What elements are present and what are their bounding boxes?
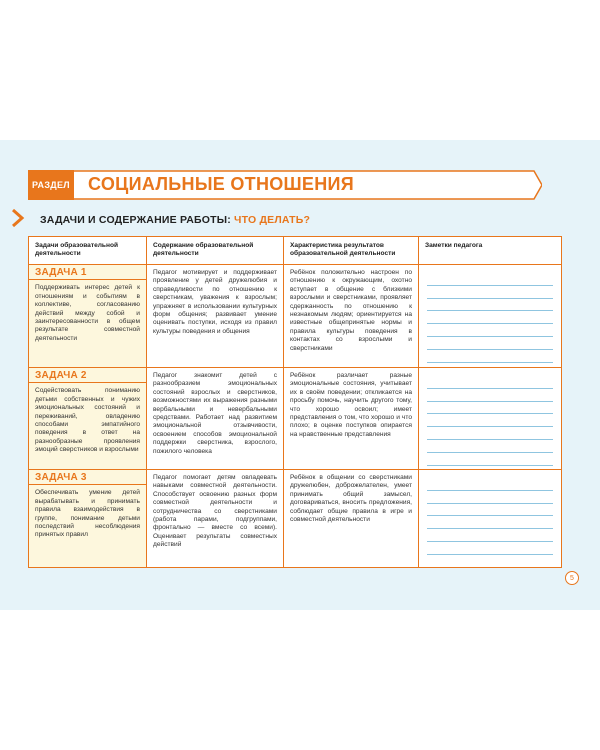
note-line [427, 389, 553, 402]
subheader-text: ЗАДАЧИ И СОДЕРЖАНИЕ РАБОТЫ: [40, 214, 231, 226]
task-title: ЗАДАЧА 1 [35, 267, 87, 278]
subheader-accent: ЧТО ДЕЛАТЬ? [234, 214, 311, 226]
page-number: 5 [565, 571, 579, 585]
content-cell: Педагог знакомит детей с разнообразием эмоциональных состояний взрослых и сверстников, возможностями их выражения разными вербальными и невербальными средствами. Работает над развитием эмоциональной отзывчивости, освоением способов эмоциональной поддержки сверстника, взрослого, пожилого человека [147, 368, 284, 470]
section-banner [28, 170, 542, 200]
header-results: Характеристика результатов образовательной деятельности [284, 237, 419, 265]
task-divider [29, 382, 146, 383]
page [0, 140, 600, 610]
subheader [40, 214, 310, 226]
notes-cell[interactable] [419, 265, 561, 368]
section-tag: РАЗДЕЛ [32, 180, 70, 190]
note-line [427, 376, 553, 389]
note-line [427, 440, 553, 453]
chevron-right-icon [10, 207, 26, 229]
note-line [427, 402, 553, 415]
note-line [427, 350, 553, 363]
header-notes: Заметки педагога [419, 237, 561, 265]
note-line [427, 478, 553, 491]
task-divider [29, 279, 146, 280]
results-cell: Ребёнок различает разные эмоциональные состояния, учитывает их в своём поведении; откликается на просьбу помочь, научить другого тому, что хорошо освоил; имеет представления о том, что хорошо и что плохо; в оценке поступков опирается на нравственные представления [284, 368, 419, 470]
task-title: ЗАДАЧА 2 [35, 370, 87, 381]
note-line [427, 324, 553, 337]
note-line [427, 337, 553, 350]
task-cell [29, 265, 147, 368]
note-line [427, 529, 553, 542]
results-cell: Ребёнок в общении со сверстниками дружелюбен, доброжелателен, умеет принимать общий замысел, договариваться, вносить предложения, соблюдает общие правила в игре и совместной деятельности [284, 470, 419, 567]
notes-cell[interactable] [419, 368, 561, 470]
content-cell: Педагог мотивирует и поддерживает проявление у детей дружелюбия и справедливости по отношению к сверстникам, уважения к взрослым; упражняет в использовании культурных форм общения; развивает умение оценивать поступки, исходя из правил культуры поведения и общения [147, 265, 284, 368]
task-cell [29, 470, 147, 567]
tasks-table [28, 236, 562, 568]
task-text: Обеспечивать умение детей вырабатывать и принимать правила взаимодействия в группе, понимание детьми последствий несоблюдения принятых правил [35, 489, 140, 539]
note-line [427, 286, 553, 299]
note-line [427, 542, 553, 555]
header-content: Содержание образовательной деятельности [147, 237, 284, 265]
task-text: Поддерживать интерес детей к отношениям и событиям в коллективе, согласованию действий между собой и заинтересованности в общем результате совместной деятельности [35, 284, 140, 342]
results-cell: Ребёнок положительно настроен по отношению к окружающим, охотно вступает в общение с близкими взрослыми и сверстниками, проявляет сдержанность по отношению к незнакомым людям; ориентируется на известные общепринятые нормы и правила культуры поведения в контактах со взрослыми и сверстниками [284, 265, 419, 368]
task-text: Содействовать пониманию детьми собственных и чужих эмоциональных состояний и переживаний, овладению способами эмпатийного поведения в ответ на разнообразные проявления эмоций сверстников и взрослыми [35, 387, 140, 454]
note-line [427, 427, 553, 440]
task-title: ЗАДАЧА 3 [35, 472, 87, 483]
task-divider [29, 484, 146, 485]
section-title: СОЦИАЛЬНЫЕ ОТНОШЕНИЯ [88, 174, 355, 194]
note-line [427, 273, 553, 286]
notes-cell[interactable] [419, 470, 561, 567]
note-line [427, 504, 553, 517]
header-tasks: Задачи образовательной деятельности [29, 237, 147, 265]
note-line [427, 453, 553, 466]
note-line [427, 299, 553, 312]
note-line [427, 311, 553, 324]
note-line [427, 491, 553, 504]
content-cell: Педагог помогает детям овладевать навыками совместной деятельности. Способствует освоению разных форм совместной деятельности и сотрудничества со сверстниками (работа парами, подгруппами, фронтально — вместе со всеми). Оценивает результаты совместных действий [147, 470, 284, 567]
note-line [427, 414, 553, 427]
task-cell [29, 368, 147, 470]
note-line [427, 516, 553, 529]
